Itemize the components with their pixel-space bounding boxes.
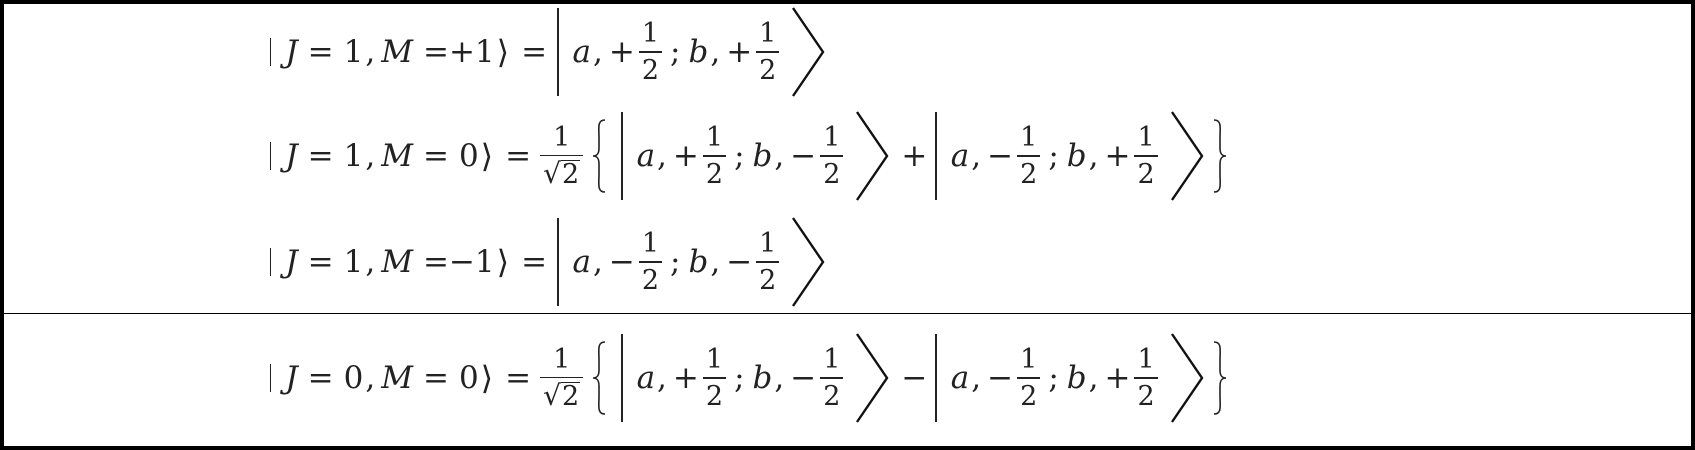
fraction-denominator: 2 <box>1137 380 1155 412</box>
fraction-numerator: 1 <box>1020 344 1038 376</box>
sqrt-sign: √ <box>543 157 561 191</box>
lhs-ket: J = 1 , M = −1 ⟩ <box>270 246 511 278</box>
lhs-ket: J = 1 , M = 0 ⟩ <box>270 140 495 172</box>
right-brace <box>1212 340 1228 416</box>
fraction-numerator: 1 <box>641 228 660 260</box>
fraction-denominator: 2 <box>705 158 724 190</box>
fraction-half <box>820 344 843 412</box>
ket-open-bar-large <box>621 334 622 422</box>
prefactor-denominator <box>540 378 583 413</box>
ket-open-bar <box>270 248 271 276</box>
symbol-a: a <box>572 33 591 70</box>
sqrt-radicand: 2 <box>561 159 580 191</box>
ket-open-bar-large <box>935 334 936 422</box>
m-value: 0 <box>458 359 479 396</box>
ket-open-bar-large <box>557 8 558 96</box>
lhs-ket: J = 1 , M = +1 ⟩ <box>270 36 511 68</box>
fraction-half <box>703 344 726 412</box>
sqrt-sign: √ <box>543 379 561 413</box>
ket-close-angle-large <box>853 332 891 424</box>
fraction-denominator: 2 <box>759 54 777 86</box>
ket-close-angle: ⟩ <box>480 359 494 397</box>
prefactor-numerator: 1 <box>553 121 571 153</box>
sign-a: − <box>608 243 635 280</box>
fraction-numerator: 1 <box>759 18 777 50</box>
left-brace <box>591 118 607 194</box>
m-value: −1 <box>448 243 495 280</box>
fraction-denominator: 2 <box>641 54 660 86</box>
fraction-half <box>639 228 662 296</box>
symbol-b: b <box>1066 137 1087 174</box>
sign-b: + <box>1104 137 1131 174</box>
equals-sign: = <box>505 137 532 174</box>
symbol-m: M <box>381 33 413 70</box>
fraction-numerator: 1 <box>705 122 724 154</box>
fraction-denominator: 2 <box>1020 158 1038 190</box>
equals-sign: = <box>521 33 548 70</box>
symbol-a: a <box>950 137 970 174</box>
j-value: 1 <box>343 243 364 280</box>
ket-close-angle-large <box>789 6 827 98</box>
j-value: 1 <box>343 137 364 174</box>
prefactor-one-over-root-two <box>540 343 583 413</box>
fraction-half <box>1134 122 1157 190</box>
equation-triplet-minus: J = 1 , M = −1 ⟩ = a , − $\frac{1}{2}$ ; b , − $\frac{1}{2}$ <box>270 212 829 312</box>
symbol-j: J <box>285 137 298 174</box>
fraction-half <box>703 122 726 190</box>
fraction-half <box>1134 344 1157 412</box>
equation-triplet-plus: J = 1 , M = +1 ⟩ = a , + $\frac{1}{2}$ ; b , + $\frac{1}{2}$ <box>270 2 829 102</box>
sign-b: + <box>1104 359 1131 396</box>
sign-b: + <box>726 33 753 70</box>
equals-sign: = <box>521 243 548 280</box>
fraction-numerator: 1 <box>641 18 660 50</box>
symbol-j: J <box>285 243 298 280</box>
fraction-denominator: 2 <box>641 264 660 296</box>
m-value: 0 <box>458 137 479 174</box>
prefactor-numerator: 1 <box>553 343 571 375</box>
sign-b: − <box>790 137 817 174</box>
fraction-numerator: 1 <box>759 228 777 260</box>
sign-a: − <box>987 359 1014 396</box>
equals-sign: = <box>422 33 449 70</box>
fraction-denominator: 2 <box>759 264 777 296</box>
fraction-numerator: 1 <box>1020 122 1038 154</box>
equals-sign: = <box>307 243 334 280</box>
symbol-m: M <box>381 137 413 174</box>
fraction-numerator: 1 <box>823 122 841 154</box>
fraction-numerator: 1 <box>823 344 841 376</box>
equals-sign: = <box>422 137 449 174</box>
equation-triplet-zero: J = 1 , M = 0 ⟩ = 1 √ 2 a , + $\frac{1}{2}$ ; b , − $\frac{1}{2}$ + a , − $\frac{1}{2}$ ; b , + $\frac{1}{2}$ <box>270 106 1232 206</box>
fraction-denominator: 2 <box>705 380 724 412</box>
symbol-a: a <box>950 359 970 396</box>
fraction-half <box>1017 122 1040 190</box>
ket-close-angle: ⟩ <box>496 243 510 281</box>
ket-close-angle-large <box>853 110 891 202</box>
fraction-half <box>639 18 662 86</box>
sign-a: − <box>987 137 1014 174</box>
symbol-a: a <box>636 359 656 396</box>
fraction-denominator: 2 <box>823 158 841 190</box>
symbol-b: b <box>688 243 709 280</box>
equals-sign: = <box>307 137 334 174</box>
fraction-numerator: 1 <box>1137 344 1155 376</box>
symbol-b: b <box>1066 359 1087 396</box>
symbol-j: J <box>285 33 298 70</box>
symbol-a: a <box>572 243 591 280</box>
equals-sign: = <box>307 33 334 70</box>
symbol-m: M <box>381 243 413 280</box>
sign-a: + <box>672 359 699 396</box>
ket-close-angle: ⟩ <box>496 33 510 71</box>
prefactor-denominator <box>540 156 583 191</box>
fraction-denominator: 2 <box>823 380 841 412</box>
symbol-b: b <box>752 137 773 174</box>
equals-sign: = <box>505 359 532 396</box>
equals-sign: = <box>422 359 449 396</box>
j-value: 0 <box>343 359 364 396</box>
symbol-m: M <box>381 359 413 396</box>
m-value: +1 <box>448 33 495 70</box>
symbol-a: a <box>636 137 656 174</box>
lhs-ket: J = 0 , M = 0 ⟩ <box>270 362 495 394</box>
fraction-denominator: 2 <box>1137 158 1155 190</box>
fraction-denominator: 2 <box>1020 380 1038 412</box>
sign-b: − <box>726 243 753 280</box>
j-value: 1 <box>343 33 364 70</box>
ket-open-bar <box>270 364 271 392</box>
fraction-numerator: 1 <box>1137 122 1155 154</box>
sign-b: − <box>790 359 817 396</box>
fraction-half <box>1017 344 1040 412</box>
fraction-half <box>756 228 779 296</box>
fraction-half <box>820 122 843 190</box>
symbol-b: b <box>752 359 773 396</box>
sign-a: + <box>608 33 635 70</box>
fraction-numerator: 1 <box>705 344 724 376</box>
ket-open-bar-large <box>557 218 558 306</box>
sqrt-radicand: 2 <box>561 381 580 413</box>
symbol-j: J <box>285 359 298 396</box>
ket-close-angle-large <box>1168 332 1206 424</box>
sign-a: + <box>672 137 699 174</box>
plus-operator: + <box>901 137 928 174</box>
ket-close-angle: ⟩ <box>480 137 494 175</box>
equation-singlet: J = 0 , M = 0 ⟩ = 1 √ 2 a , + $\frac{1}{2}$ ; b , − $\frac{1}{2}$ − a , − $\frac{1}{2}$ ; b , + $\frac{1}{2}$ <box>270 328 1232 428</box>
minus-operator: − <box>901 359 928 396</box>
ket-open-bar <box>270 38 271 66</box>
equals-sign: = <box>307 359 334 396</box>
ket-close-angle-large <box>1168 110 1206 202</box>
ket-open-bar <box>270 142 271 170</box>
equals-sign: = <box>422 243 449 280</box>
symbol-b: b <box>688 33 709 70</box>
ket-open-bar-large <box>935 112 936 200</box>
table-divider <box>0 313 1695 314</box>
prefactor-one-over-root-two <box>540 121 583 191</box>
right-brace <box>1212 118 1228 194</box>
ket-close-angle-large <box>789 216 827 308</box>
left-brace <box>591 340 607 416</box>
fraction-half <box>756 18 779 86</box>
ket-open-bar-large <box>621 112 622 200</box>
